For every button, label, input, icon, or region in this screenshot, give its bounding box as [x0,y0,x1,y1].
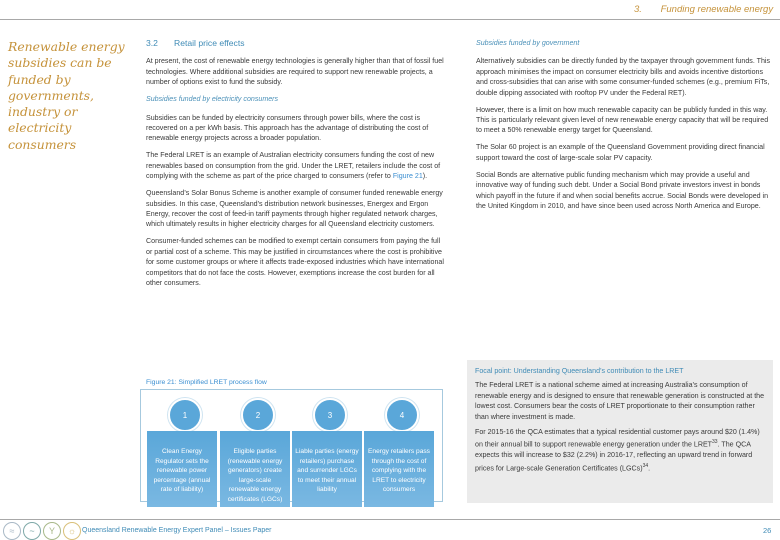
footnote-ref-34[interactable]: 34 [642,462,649,469]
step-3-box: Liable parties (energy retailers) purchase and surrender LGCs to meet their annual liability [292,431,362,507]
chapter-title: Funding renewable energy [660,4,774,15]
sun-logo-icon: ☼ [63,522,81,540]
paragraph-text: ). [422,172,428,181]
step-2-box: Eligible parties (renewable energy generators) create large-scale renewable energy certificates (LGCs) [220,431,290,507]
focal-point-box [467,360,773,503]
header-divider [0,19,780,20]
paragraph: Queensland’s Solar Bonus Scheme is another example of consumer funded renewable energy subsidies. In this case, Queensland’s distribution network businesses, Energex and Ergon Energy, recover the cost of feed-in tariff payments through higher regulated network charges, which ultimately results in higher electricity charges for all Queensland electricity customers. [146,189,443,229]
wave-logo-icon: ≈ [3,522,21,540]
process-flow-figure [140,389,443,502]
figure-21-link[interactable]: Figure 21 [392,172,423,181]
paragraph-text: The Federal LRET is an example of Australian electricity consumers funding the cost of new renewables based on consumption from the grid. Under the LRET, retailers include the cost of complying with the scheme as part of the price charged to consumers (refer to [146,151,441,181]
paragraph-text: . [648,463,651,472]
paragraph: However, there is a limit on how much renewable capacity can be publicly funded in this way. This is particularly relevant given level of new renewable energy capacity that will be required to meet a 50% renewable energy target for Queensland. [476,105,769,135]
section-number: 3.2 [146,38,158,48]
intro-paragraph: At present, the cost of renewable energy technologies is generally higher than that of fossil fuel technologies. Where additional subsidies are required to support new renewable projects, a number of options exist to fund the subsidy. [146,57,444,87]
paragraph: Subsidies can be funded by electricity consumers through power bills, where the cost is recovered on a per kWh basis. This approach has the advantage of distributing the cost of renewable energy projects across a broader population. [146,113,429,143]
footer-logos [3,522,81,540]
paragraph: Consumer-funded schemes can be modified to exempt certain consumers from paying the full or partial cost of a scheme. This may be justified in circumstances where the cost is prohibitive for some customer groups or where it affects trade-exposed industries which have international competitors that do not face the costs. However, exemptions increase the cost burden for all other consumers. [146,237,444,288]
pull-quote: Renewable energy subsidies can be funded by governments, industry or electricity consumers [8,39,125,152]
paragraph-text: . The QCA expects this will increase to $32 (2.2%) in 2016-17, reflecting an upward trend in forward prices for Large-scale Generation Certificates (LGCs) [475,440,753,472]
paragraph-text: For 2015-16 the QCA estimates that a typical residential customer pays around $20 (1.4%) on their annual bill to support renewable energy generation under the LRET [475,428,760,449]
footer-title: Queensland Renewable Energy Expert Panel – Issues Paper [82,527,272,534]
paragraph: Alternatively subsidies can be directly funded by the taxpayer through government funds. This approach minimises the impact on consumer electricity bills and avoids incentive distortions and cross-subsidies that can arise with some consumer-funded schemes (e.g., premium FiTs, double dipping associated with rooftop PV under the Federal RET). [476,57,771,97]
step-2-badge: 2 [241,398,275,432]
step-1-badge: 1 [168,398,202,432]
step-3-badge: 3 [313,398,347,432]
paragraph: Social Bonds are alternative public funding mechanism which may provide a useful and innovative way of funding such debt. Under a Social Bond private investors invest in bonds which payoff in the future if and when social benefits accrue. Social Bonds were developed in the United Kingdom in 2010, and have since been used across North America and Europe. [476,170,769,211]
focal-paragraph-qca [475,427,765,473]
focal-paragraph: The Federal LRET is a national scheme aimed at increasing Australia’s consumption of renewable energy and is designed to ensure that renewable generation is constructed at the lowest cost. Consumers bear the costs of LRET proportionate to their consumption rather than where investment is made. [475,381,765,421]
left-column [146,38,446,295]
figure-caption: Figure 21: Simplified LRET process flow [146,379,267,386]
focal-point-title: Focal point: Understanding Queensland’s contribution to the LRET [475,367,684,375]
chapter-header [634,4,773,15]
footer-divider [0,519,780,520]
step-4-badge: 4 [385,398,419,432]
footnote-ref-33[interactable]: 33 [712,439,718,446]
paragraph-lret [146,150,446,181]
wind-logo-icon: ~ [23,522,41,540]
subheading-consumers: Subsidies funded by electricity consumers [146,95,279,104]
step-1-box: Clean Energy Regulator sets the renewable power percentage (annual rate of liability) [147,431,217,507]
plant-logo-icon: Y [43,522,61,540]
section-heading [146,38,446,48]
page-number: 26 [763,526,772,535]
right-column [476,38,772,218]
chapter-number: 3. [634,4,642,15]
section-title: Retail price effects [174,38,245,48]
paragraph: The Solar 60 project is an example of the Queensland Government providing direct financial support toward the cost of large-scale solar PV capacity. [476,143,765,162]
subheading-government: Subsidies funded by government [476,39,580,47]
step-4-box: Energy retailers pass through the cost of complying with the LRET to electricity consumers [364,431,434,507]
